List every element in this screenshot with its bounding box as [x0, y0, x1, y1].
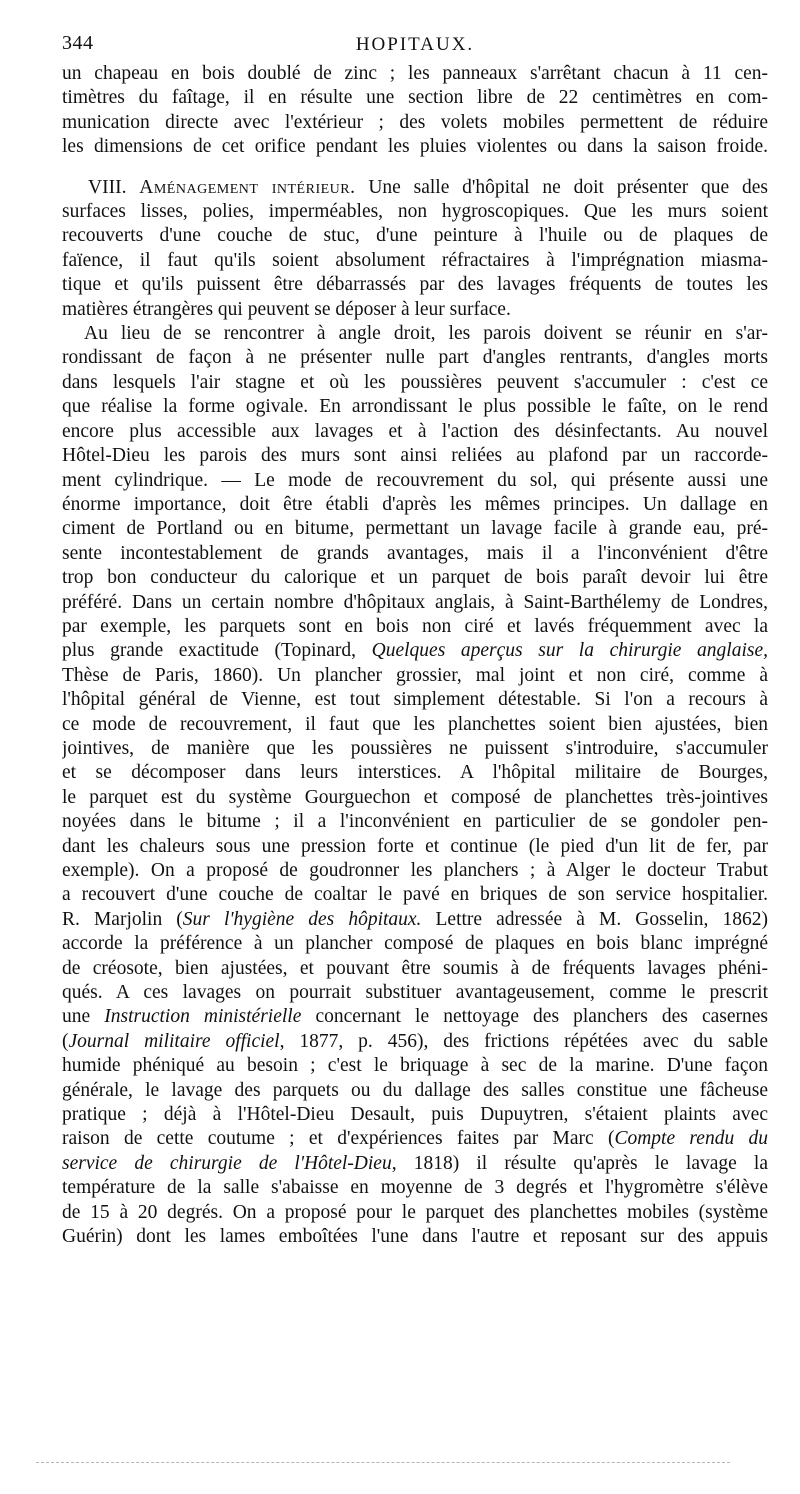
text-line: Guérin) dont les lames emboîtées l'une dans l'autre et reposant sur des appuis — [62, 1226, 768, 1248]
text-line: matières étrangères qui peuvent se déposer à leur surface. — [62, 298, 511, 320]
text-line: ce mode de recouvrement, il faut que les planchettes soient bien ajustées, bien — [62, 713, 768, 735]
paragraph-gap — [62, 160, 768, 176]
text-line: dant les chaleurs sous une pression forte et continue (le pied d'un lit de fer, par — [62, 835, 768, 857]
paragraph-3 — [62, 322, 768, 1249]
text-line: faïence, il faut qu'ils soient absolument réfractaires à l'imprégnation miasma- — [62, 249, 768, 271]
text-run: , 1818) il résulte qu'après le lavage la — [391, 1152, 768, 1174]
citation-title: Instruction ministérielle — [104, 1006, 302, 1028]
text-run: Lettre adressée à M. Gosselin, 1862) — [421, 908, 768, 930]
page-number: 344 — [62, 32, 94, 54]
text-line: trop bon conducteur du calorique et un parquet de bois paraît devoir lui être — [62, 567, 768, 589]
text-line: encore plus accessible aux lavages et à l'action des désinfectants. Au nouvel — [62, 420, 768, 442]
text-line-mixed — [62, 1127, 768, 1151]
text-line: noyées dans le bitume ; il a l'inconvénient en particulier de se gondoler pen- — [62, 811, 768, 833]
section-title: Aménagement intérieur. — [139, 176, 356, 198]
text-line: dans lesquels l'air stagne et où les poussières peuvent s'accumuler : c'est ce — [62, 371, 768, 393]
text-line-mixed — [62, 639, 768, 663]
text-line: accorde la préférence à un plancher composé de plaques en bois blanc imprégné — [62, 933, 768, 955]
section-viii — [62, 176, 768, 322]
text-line: température de la salle s'abaisse en moyenne de 3 degrés et l'hygromètre s'élève — [62, 1177, 768, 1199]
text-run: , 1877, p. 456), des frictions répétées avec du sable — [279, 1030, 768, 1052]
text-line: les dimensions de cet orifice pendant les pluies violentes ou dans la saison froide. — [62, 136, 768, 158]
running-title: HOPITAUX. — [355, 34, 475, 55]
citation-title: service de chirurgie de l'Hôtel-Dieu — [62, 1152, 392, 1174]
text-line: exemple). On a proposé de goudronner les planchers ; à Alger le docteur Trabut — [62, 860, 768, 881]
text-line: que réalise la forme ogivale. En arrondissant le plus possible le faîte, on le rend — [62, 396, 768, 418]
text-line: ment cylindrique. — Le mode de recouvrement du sol, qui présente aussi une — [62, 469, 768, 491]
text-line: ciment de Portland ou en bitume, permettant un lavage facile à grande eau, pré- — [62, 518, 768, 540]
text-line: Thèse de Paris, 1860). Un plancher grossier, mal joint et non ciré, comme à — [62, 664, 768, 686]
footer-rule — [36, 1462, 730, 1463]
citation-title: Sur l'hygiène des hôpitaux. — [182, 908, 422, 930]
text-line: sente incontestablement de grands avantages, mais il a l'inconvénient d'être — [62, 542, 768, 564]
running-head — [62, 28, 768, 62]
text-line: humide phéniqué au besoin ; c'est le briquage à sec de la marine. D'une façon — [62, 1055, 768, 1077]
citation-title: Journal militaire officiel — [68, 1030, 280, 1052]
text-line: générale, le lavage des parquets ou du dallage des salles constitue une fâcheuse — [62, 1079, 768, 1101]
text-line-mixed — [62, 1005, 768, 1029]
section-number: VIII. — [88, 176, 127, 198]
text-line: qués. A ces lavages on pourrait substituer avantageusement, comme le prescrit — [62, 982, 768, 1004]
paragraph-1 — [62, 62, 768, 160]
text-line: le parquet est du système Gourguechon et composé de planchettes très-jointives — [62, 786, 768, 808]
text-line-mixed — [62, 908, 768, 932]
text-line: rondissant de façon à ne présenter nulle part d'angles rentrants, d'angles morts — [62, 347, 768, 369]
text-run: ( — [62, 1030, 69, 1052]
text-run: concernant le nettoyage des planchers des casernes — [301, 1006, 768, 1028]
text-line: et se décomposer dans leurs interstices. A l'hôpital militaire de Bourges, — [62, 762, 768, 784]
text-line-mixed — [62, 1030, 768, 1054]
text-line: Au lieu de se rencontrer à angle droit, les parois doivent se réunir en s'ar- — [84, 323, 768, 345]
text-line: préféré. Dans un certain nombre d'hôpitaux anglais, à Saint-Barthélemy de Londres, — [62, 591, 768, 613]
text-line: recouverts d'une couche de stuc, d'une peinture à l'huile ou de plaques de — [62, 225, 768, 247]
text-line: un chapeau en bois doublé de zinc ; les panneaux s'arrêtant chacun à 11 cen- — [62, 63, 768, 84]
text-line: Hôtel-Dieu les parois des murs sont ainsi reliées au plafond par un raccorde- — [62, 445, 768, 467]
text-line: surfaces lisses, polies, imperméables, non hygroscopiques. Que les murs soient — [62, 201, 768, 223]
text-line: énorme importance, doit être établi d'après les mêmes principes. Un dallage en — [62, 493, 768, 515]
text-line: par exemple, les parquets sont en bois non ciré et lavés fréquemment avec la — [62, 615, 768, 637]
text-line: munication directe avec l'extérieur ; des volets mobiles permettent de réduire — [62, 111, 768, 133]
body-text — [62, 62, 768, 1250]
text-run: plus grande exactitude (Topinard, — [62, 640, 372, 662]
text-run: raison de cette coutume ; et d'expériences faites par Marc ( — [62, 1128, 615, 1150]
text-line: pratique ; déjà à l'Hôtel-Dieu Desault, puis Dupuytren, s'étaient plaints avec — [62, 1104, 768, 1126]
text-line: jointives, de manière que les poussières ne puissent s'introduire, s'accumuler — [62, 737, 768, 759]
text-line: Une salle d'hôpital ne doit présenter que des — [368, 176, 768, 198]
section-heading-line — [62, 176, 768, 200]
citation-title: Compte rendu du — [614, 1128, 768, 1150]
text-line: timètres du faîtage, il en résulte une section libre de 22 centimètres en com- — [62, 87, 768, 109]
text-run: R. Marjolin ( — [62, 908, 183, 930]
text-line: tique et qu'ils puissent être débarrassés par des lavages fréquents de toutes les — [62, 274, 768, 296]
text-line: l'hôpital général de Vienne, est tout simplement détestable. Si l'on a recours à — [62, 689, 768, 711]
text-line: de créosote, bien ajustées, et pouvant être soumis à de fréquents lavages phéni- — [62, 957, 768, 979]
book-page — [62, 28, 768, 1250]
text-run: une — [62, 1006, 105, 1028]
text-line: a recouvert d'une couche de coaltar le pavé en briques de son service hospitalier. — [62, 884, 768, 906]
text-line: de 15 à 20 degrés. On a proposé pour le parquet des planchettes mobiles (système — [62, 1201, 768, 1223]
text-line-mixed — [62, 1152, 768, 1176]
citation-title: Quelques aperçus sur la chirurgie anglaise, — [371, 640, 768, 662]
